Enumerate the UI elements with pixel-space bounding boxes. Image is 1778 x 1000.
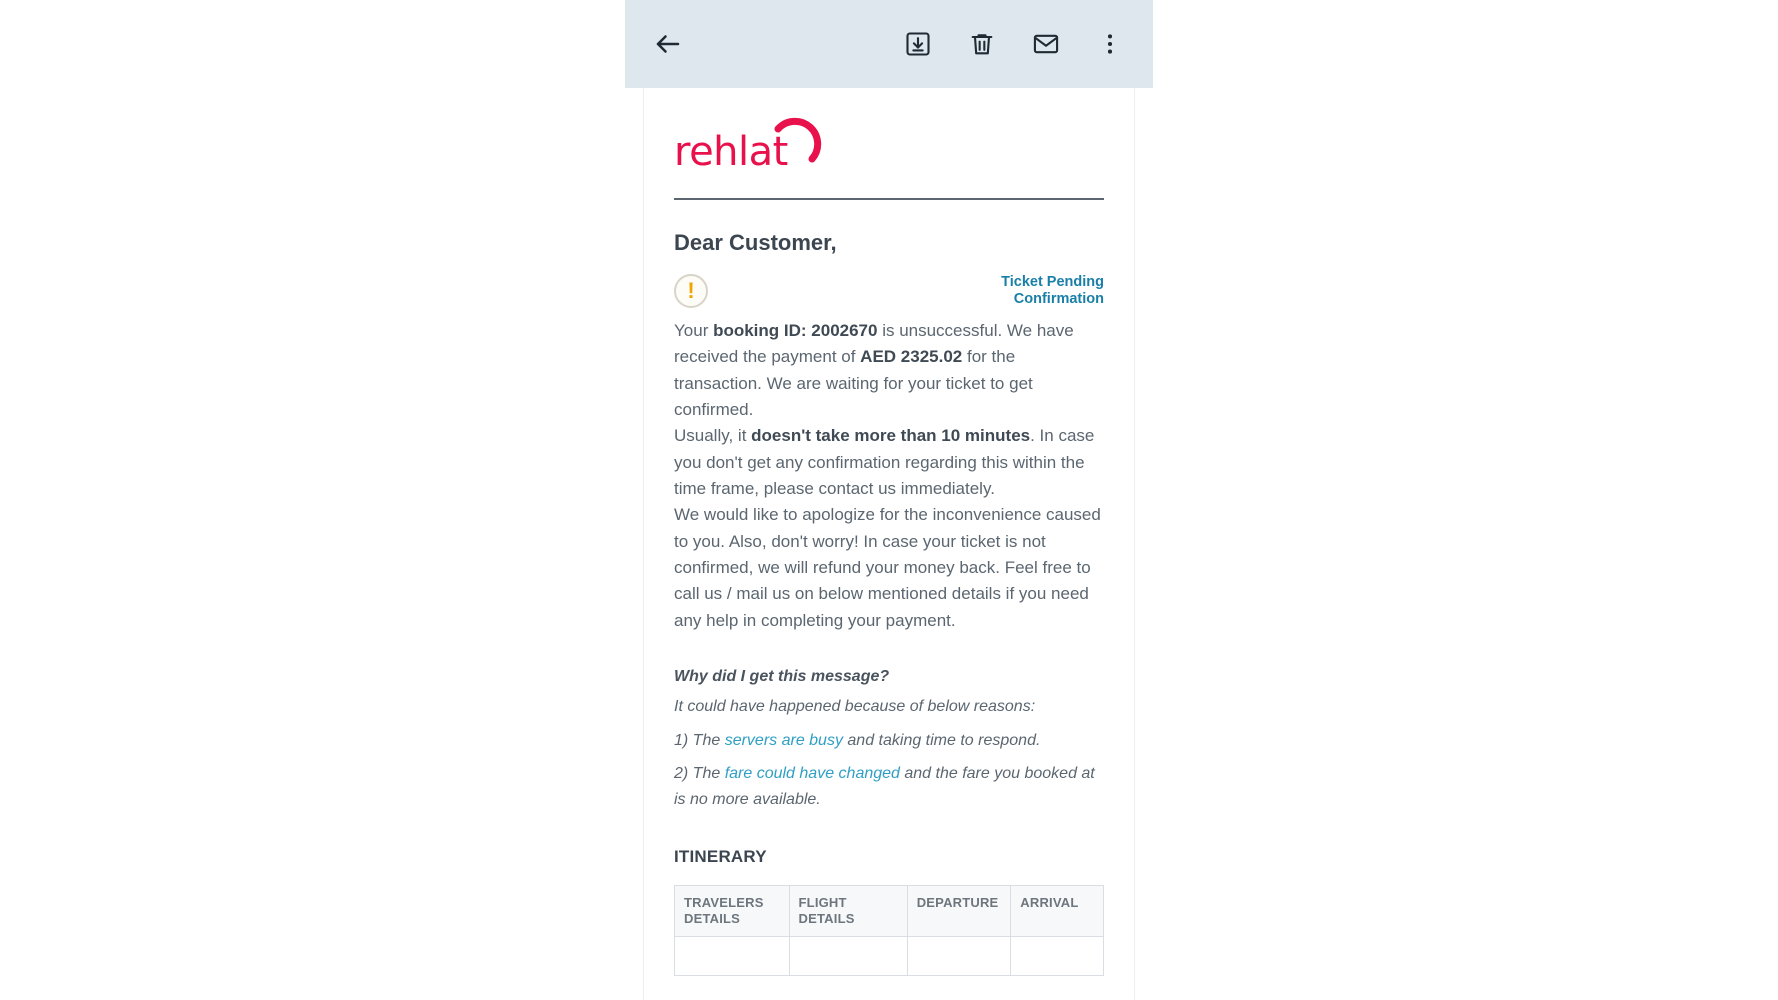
email-body-sheet (625, 88, 1153, 1000)
cell-flight (789, 937, 907, 976)
reason-1 (674, 728, 1104, 754)
para2-bold: doesn't take more than 10 minutes (751, 426, 1031, 446)
para1-part1: Your (674, 321, 714, 340)
arrow-left-icon[interactable] (651, 27, 685, 61)
alert-row (674, 274, 1104, 308)
card-edge-right (1134, 88, 1135, 1000)
brand-logo (674, 110, 1104, 188)
email-content (674, 88, 1104, 976)
more-vertical-icon[interactable] (1093, 27, 1127, 61)
col-flight-details: FLIGHT DETAILS (789, 885, 907, 937)
itinerary-table (674, 885, 1104, 977)
para2-part2: . In case you don't get any confirmation regarding this within the time frame, please contact us immediately. (674, 426, 1095, 499)
trash-icon[interactable] (965, 27, 999, 61)
paragraph-timing (674, 423, 1104, 502)
status-bar-sliver (625, 0, 1153, 8)
col-arrival: ARRIVAL (1011, 885, 1104, 937)
status-bar-glyphs (625, 0, 1153, 4)
why-intro: It could have happened because of below reasons: (674, 698, 1036, 716)
col-departure: DEPARTURE (907, 885, 1011, 937)
archive-download-icon[interactable] (901, 27, 935, 61)
header-divider (674, 198, 1104, 200)
email-app-frame (625, 0, 1153, 1000)
cell-departure (907, 937, 1011, 976)
cell-travelers (675, 937, 790, 976)
logo-wordmark: rehlat (674, 129, 788, 175)
fare-changed-link[interactable]: fare could have changed (724, 765, 900, 783)
why-heading: Why did I get this message? (674, 668, 890, 686)
page-title: Dear Customer, (674, 230, 837, 255)
reason1-prefix: 1) The (674, 731, 725, 749)
booking-id: booking ID: 2002670 (713, 321, 878, 340)
table-row (675, 937, 1104, 976)
para1-part2: is unsuccessful. We have received the payment of (674, 321, 1074, 367)
reason1-suffix: and taking time to respond. (842, 731, 1041, 749)
paragraph-booking (674, 318, 1104, 423)
servers-busy-link[interactable]: servers are busy (724, 731, 843, 749)
table-header-row (675, 885, 1104, 937)
cell-arrival (1011, 937, 1104, 976)
card-edge-left (643, 88, 644, 1000)
rehlat-logo (674, 117, 824, 181)
status-badge: Ticket Pending Confirmation (1001, 274, 1104, 307)
para2-part1: Usually, it (674, 426, 752, 446)
envelope-icon[interactable] (1029, 27, 1063, 61)
paragraph-apology: We would like to apologize for the inconvenience caused to you. Also, don't worry! In case your ticket is not confirmed, we will refund your money back. Feel free to call us / mail us on below mentioned details if you need any help in completing your payment. (674, 505, 1101, 630)
col-travelers-details: TRAVELERS DETAILS (675, 885, 790, 937)
amount: AED 2325.02 (860, 347, 963, 367)
itinerary-heading: ITINERARY (674, 846, 767, 866)
email-toolbar (625, 0, 1153, 88)
reason-2 (674, 761, 1104, 812)
reason2-suffix: and the fare you booked at is no more available. (674, 765, 1095, 808)
warning-icon: ! (674, 274, 708, 308)
reason2-prefix: 2) The (674, 765, 725, 783)
para1-part3: for the transaction. We are waiting for your ticket to get confirmed. (674, 347, 1033, 420)
